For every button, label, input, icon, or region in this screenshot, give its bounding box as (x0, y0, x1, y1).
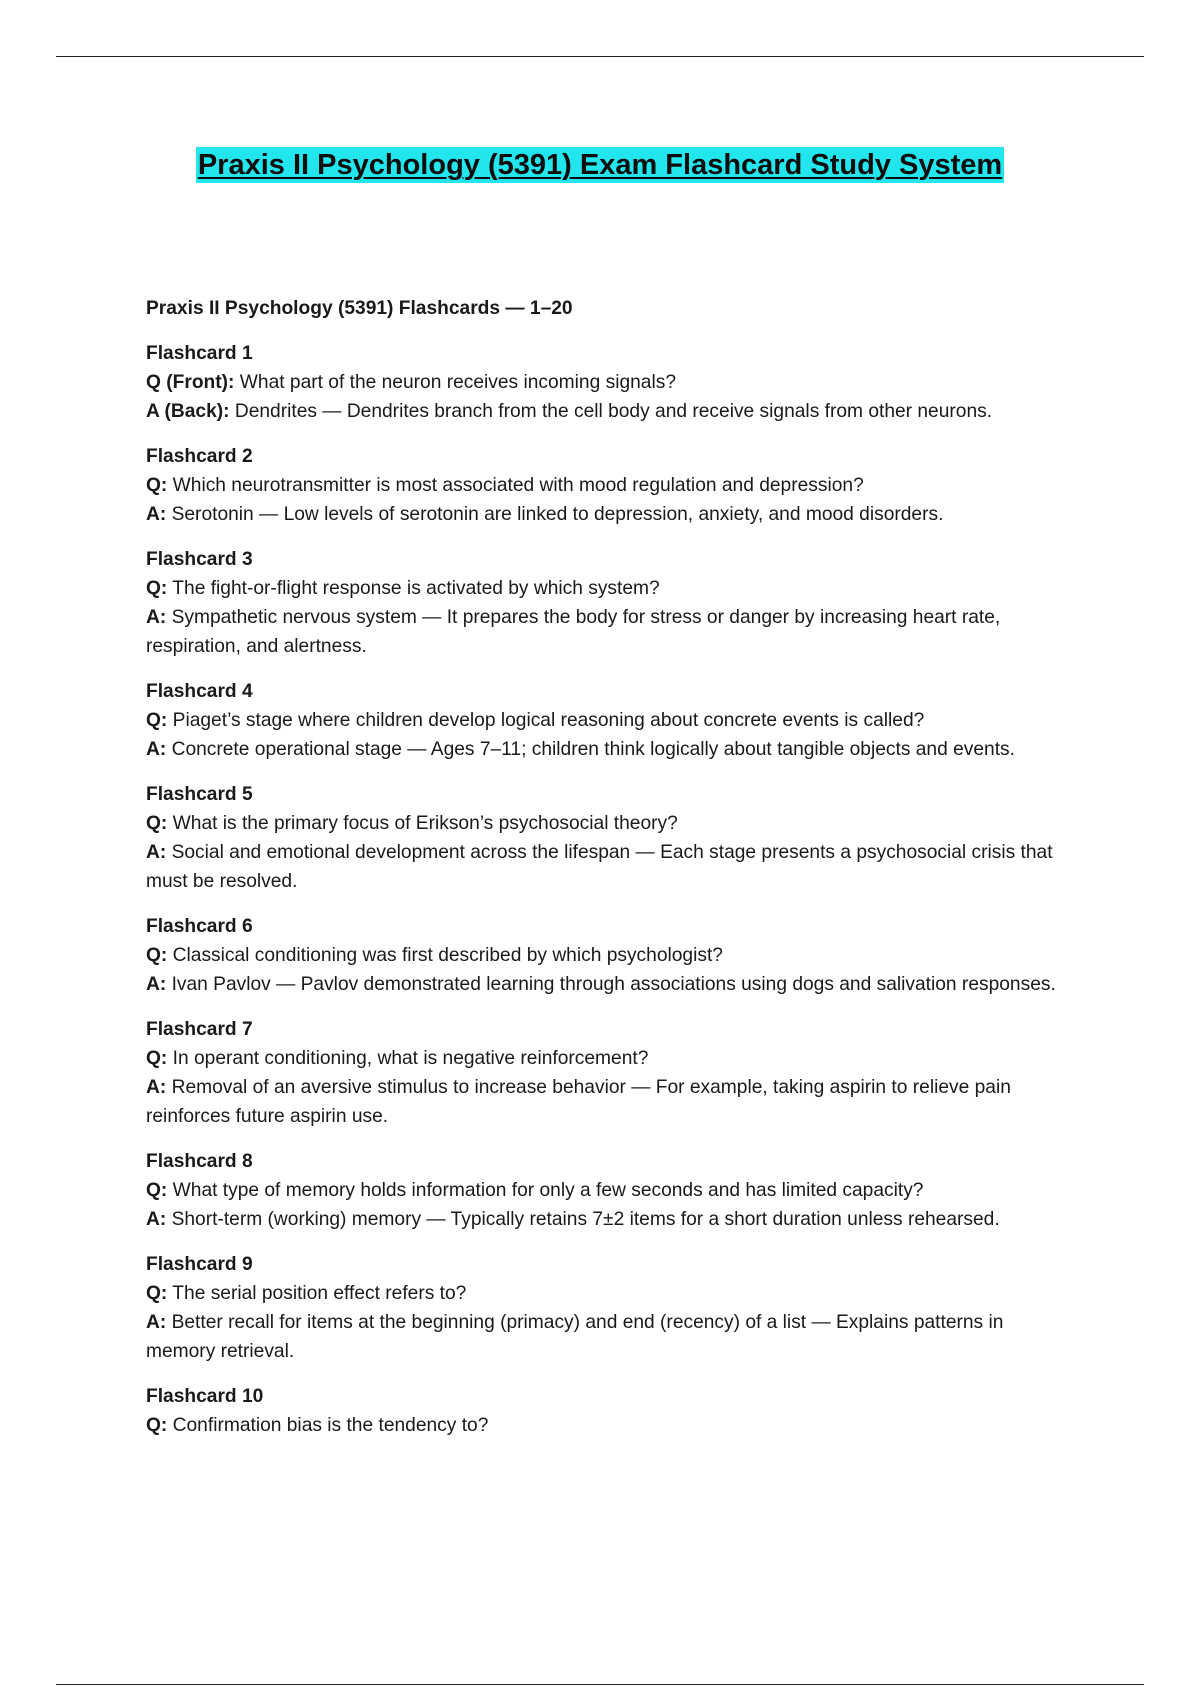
answer-label: A: (146, 1077, 167, 1098)
question-label: Q: (146, 475, 168, 496)
answer-text: Sympathetic nervous system — It prepares the body for stress or danger by increasing heart rate, respiration, and alertness. (146, 607, 1001, 657)
flashcard (146, 1015, 1056, 1131)
flashcard (146, 1250, 1056, 1366)
question-label: Q: (146, 578, 168, 599)
question-text: Classical conditioning was first described by which psychologist? (167, 945, 723, 966)
flashcard-title: Flashcard 6 (146, 916, 253, 937)
answer-label: A: (146, 842, 167, 863)
section-heading: Praxis II Psychology (5391) Flashcards — 1–20 (146, 298, 573, 319)
question-text: Piaget’s stage where children develop logical reasoning about concrete events is called? (167, 710, 925, 731)
answer-label: A: (146, 739, 167, 760)
footer-rule (56, 1684, 1144, 1685)
flashcard-question (146, 1411, 1056, 1440)
flashcard (146, 1382, 1056, 1440)
question-text: The fight-or-flight response is activated by which system? (167, 578, 660, 599)
question-label: Q: (146, 1415, 168, 1436)
answer-text: Better recall for items at the beginning (primacy) and end (recency) of a list — Explains patterns in memory retrieval. (146, 1312, 1004, 1362)
document-body (146, 294, 1056, 1456)
question-label: Q: (146, 1180, 168, 1201)
answer-text: Removal of an aversive stimulus to increase behavior — For example, taking aspirin to relieve pain reinforces future aspirin use. (146, 1077, 1011, 1127)
answer-label: A: (146, 504, 167, 525)
answer-text: Serotonin — Low levels of serotonin are linked to depression, anxiety, and mood disorders. (166, 504, 944, 525)
question-label: Q: (146, 1283, 168, 1304)
flashcard-answer (146, 1073, 1056, 1131)
flashcard (146, 339, 1056, 426)
flashcard-answer (146, 970, 1056, 999)
flashcard-title: Flashcard 2 (146, 446, 253, 467)
flashcard-title: Flashcard 5 (146, 784, 253, 805)
question-text: What type of memory holds information for only a few seconds and has limited capacity? (167, 1180, 924, 1201)
question-label: Q: (146, 813, 168, 834)
flashcard-question (146, 706, 1056, 735)
flashcard-question (146, 368, 1056, 397)
question-label: Q: (146, 710, 168, 731)
flashcard-answer (146, 1308, 1056, 1366)
flashcard (146, 1147, 1056, 1234)
question-text: What is the primary focus of Erikson’s psychosocial theory? (167, 813, 678, 834)
answer-label: A: (146, 974, 167, 995)
flashcard-answer (146, 735, 1056, 764)
answer-text: Ivan Pavlov — Pavlov demonstrated learning through associations using dogs and salivation responses. (166, 974, 1056, 995)
flashcard-question (146, 574, 1056, 603)
flashcard-title: Flashcard 8 (146, 1151, 253, 1172)
header-rule (56, 56, 1144, 57)
answer-text: Concrete operational stage — Ages 7–11; children think logically about tangible objects and events. (166, 739, 1015, 760)
flashcard-question (146, 471, 1056, 500)
flashcard-answer (146, 397, 1056, 426)
title-container (0, 147, 1200, 183)
flashcard-title: Flashcard 9 (146, 1254, 253, 1275)
question-label: Q (Front): (146, 372, 235, 393)
flashcard-question (146, 809, 1056, 838)
flashcard-title: Flashcard 1 (146, 343, 253, 364)
flashcard-question (146, 1176, 1056, 1205)
answer-text: Short-term (working) memory — Typically retains 7±2 items for a short duration unless rehearsed. (166, 1209, 1000, 1230)
flashcard-title: Flashcard 7 (146, 1019, 253, 1040)
answer-label: A: (146, 607, 167, 628)
flashcard (146, 677, 1056, 764)
document-title: Praxis II Psychology (5391) Exam Flashcard Study System (197, 149, 1003, 181)
answer-text: Dendrites — Dendrites branch from the cell body and receive signals from other neurons. (229, 401, 993, 422)
answer-text: Social and emotional development across the lifespan — Each stage presents a psychosocial crisis that must be resolved. (146, 842, 1053, 892)
flashcard-question (146, 1044, 1056, 1073)
question-label: Q: (146, 1048, 168, 1069)
flashcard-answer (146, 838, 1056, 896)
flashcard-title: Flashcard 3 (146, 549, 253, 570)
flashcard (146, 545, 1056, 661)
question-text: In operant conditioning, what is negative reinforcement? (167, 1048, 649, 1069)
flashcard-question (146, 1279, 1056, 1308)
flashcard-title: Flashcard 10 (146, 1386, 264, 1407)
flashcard-title: Flashcard 4 (146, 681, 253, 702)
question-text: What part of the neuron receives incoming signals? (234, 372, 676, 393)
question-text: Which neurotransmitter is most associated with mood regulation and depression? (167, 475, 864, 496)
flashcard (146, 442, 1056, 529)
flashcard (146, 912, 1056, 999)
flashcard (146, 780, 1056, 896)
flashcard-answer (146, 603, 1056, 661)
flashcard-answer (146, 500, 1056, 529)
answer-label: A: (146, 1312, 167, 1333)
question-text: The serial position effect refers to? (167, 1283, 467, 1304)
answer-label: A (Back): (146, 401, 230, 422)
question-label: Q: (146, 945, 168, 966)
question-text: Confirmation bias is the tendency to? (167, 1415, 489, 1436)
answer-label: A: (146, 1209, 167, 1230)
flashcard-answer (146, 1205, 1056, 1234)
flashcard-question (146, 941, 1056, 970)
